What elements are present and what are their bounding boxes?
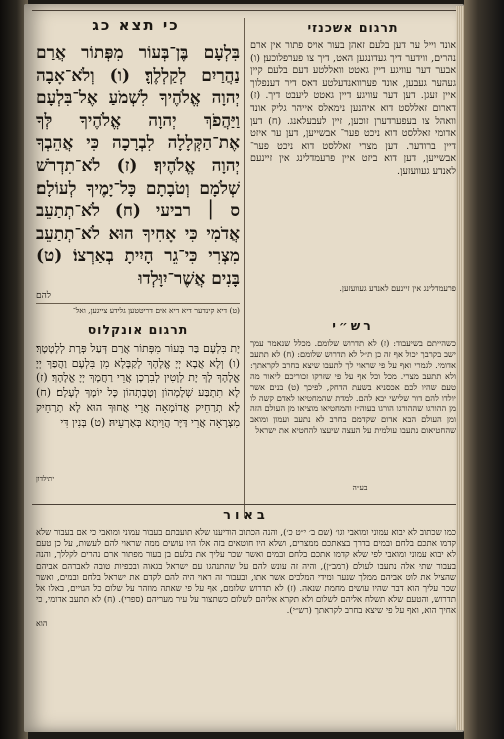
ashkenazi-text: אונד וייל ער דען בלעם זאהן בעור אויס פתור אין ארם נהרים, ווידער דיך געדונגען האט, דיך צו פערפלוכען׃ (ו) אבער דער עוויגע דיין גאטט וואללטע דעם בלעם קיין געהער געבען, אונד פערוואנדעלטע דאס דיר דענפלוך איין זעגן. דען דער עוויגע דיין גאטט ליעבט דיך. (ז) דארום זאללסט דוא איהנען נימאלס אייהר גליק אונד וואהל צו בעפערדערן זוכען, זיין לעבעלאנג. (ח) דען אדומי זאללסט דוא ניכט פער־ אבשייען, דען ער איזט דיין ברודער. דען מצרי זאללסט דוא ניכט פער־ אבשייען, דען דוא ביזט איין פרעמדלינג אין זיינעם לאנדע געוועזען. <box>250 40 456 177</box>
running-head: כי תצא כג <box>92 16 180 34</box>
rashi-closing: בע״ה <box>352 483 368 492</box>
main-text-block <box>36 42 240 301</box>
page-edges <box>456 6 464 730</box>
onkelos-title: תרגום אונקלוס <box>87 322 189 337</box>
main-catchword: להם <box>36 290 52 301</box>
ashkenazi-foot-line: פרעמדלינג אין זיינעם לאנדע געוועזען. <box>339 284 456 293</box>
biur-block <box>36 528 456 629</box>
biur-text: כמו שכתוב לא יבוא עמוני ומואבי וגו׳ (שם ב׳ י״ט כ׳), והנה הכתוב הודיענו שלא תועבתם בעבור עמוני ומואבי כי אם בעבור שלא קדמו אתכם בלחם ובמים בדרך בצאתכם ממצרים, ושלא היו חוטאים בזה אלו היו עושים ממה שראוי להם לעשות, על כן טעם לא יבוא עמוני ומואבי לפי שלא קדמו אתכם בלחם ובמים ואשר שכר עליך את בלעם בן בעור מפתור ארם נהרים לקללך, והנה בעבור שתי אלה נתעבו לעולם (רמב״ן), והיה זה עונש להם על שהתנהגו עם ישראל בגאוה ובכפיות טובה לאברהם אביהם שהציל את לוט אביהם ממלך שנער ומידי המלכים אשר אתו, ובעבור זה ראוי היה להם לקדם את ישראל בלחם ובמים, ואשר שכר עליך הוא דבר שהיו עושים מחמת שנאה. (ז) לא תדרוש שלומם, אף על פי שאתה מוזהר על שלום כל הגויים, באלו אל תדרוש, והטעם שלא תשלח אליהם לשלום ולא תקרא אליהם לשלום כשתצור על עיר מעריהם (ספרי). (ח) לא תתעב אדומי, כי אחיך הוא, ואף על פי שיצא בחרב לקראתך (רש״י). <box>36 528 456 617</box>
biur-catchword: הוא <box>36 618 48 628</box>
header-rule <box>32 10 456 11</box>
rashi-text: כשהייתם בשיעבוד: (ז) לא תדרוש שלומם. מכלל שנאמר עמך ישב בקרבך יכול אף זה כן ת״ל לא תדרוש שלומם: (ח) לא תתעב אדומי. לגמרי ואף על פי שראוי לך לתעבו שיצא בחרב לקראתך: ולא תתעב מצרי. מכל וכל אף על פי שזרקו זכוריכם ליאור מה טעם שהיו לכם אכסניא בשעת הדחק, לפיכך (ט) בנים אשר יולדו להם דור שלישי יבא להם. למדת שהמחטיאו לאדם קשה לו מן ההורגו שההורגו הורגו בעוה״ז והמחטיאו מוציאו מן העולם הזה ומן העולם הבא אדום שקדמם בחרב לא נתעב ועמון ומואב שהחטיאום נתעבו עולמית על העצה שיעצו להחטיא את ישראל <box>250 338 456 436</box>
rashi-title: רש״י <box>332 318 374 333</box>
main-verse-text: בִּלְעָם בֶּן־בְּעוֹר מִפְּתוֹר אֲרַם נַהֲרַיִם לְקַלְלֶךָּ׃ (ו) וְלֹא־אָבָה יְהוָה אֱלֹהֶיךָ לִשְׁמֹעַ אֶל־בִּלְעָם וַיַּהֲפֹךְ יְהוָה אֱלֹהֶיךָ לְּךָ אֶת־הַקְּלָלָה לִבְרָכָה כִּי אֲהֵבְךָ יְהוָה אֱלֹהֶיךָ׃ (ז) לֹא־תִדְרֹשׁ שְׁלֹמָם וְטֹבָתָם כָּל־יָמֶיךָ לְעוֹלָם׃ ס ׀ רביעי (ח) לֹא־תְתַעֵב אֲדֹמִי כִּי אָחִיךָ הוּא לֹא־תְתַעֵב מִצְרִי כִּי־גֵר הָיִיתָ בְאַרְצוֹ׃ (ט) בָּנִים אֲשֶׁר־יִוָּלְדוּ <box>36 43 240 289</box>
ashkenazi-title: תרגום אשכנזי <box>307 20 399 35</box>
biur-rule <box>32 504 456 505</box>
biur-title: באור <box>223 508 269 523</box>
main-footnote: (ט) דיא קינדער דיא דיא אים דריטטען גלידע צייגען, ואל־ <box>36 303 240 316</box>
onkelos-catchword: יתילדון <box>36 475 55 483</box>
onkelos-block <box>36 342 240 430</box>
ashkenazi-block <box>250 40 456 179</box>
book-edge-shadow <box>464 0 504 739</box>
rashi-block <box>250 338 456 436</box>
column-divider <box>244 18 245 518</box>
onkelos-text: יָת בִּלְעָם בַּר בְּעוֹר מִפְּתוֹר אֲרַם דְּעַל פְּרָת לְלָטָטָךְ׃ (ו) וְלָא אֲבָא יְיָ אֱלָהָךְ לְקַבָּלָא מִן בִּלְעָם וַהֲפַךְ יְיָ אֱלָהָךְ לָךְ יָת לְוָטִין לְבִרְכָן אֲרֵי רַחֲמָךְ יְיָ אֱלָהָךְ׃ (ז) לָא תִתְבַּע שְׁלָמְהוֹן וְטָבְתְהוֹן כָּל יוֹמָךְ לְעָלָם׃ (ח) לָא תְרַחֵיק אֲדוֹמָאָה אֲרֵי אֲחוּךְ הוּא לָא תְרַחֵיק מִצְרָאָה אֲרֵי דַּיָּר הֲוֵיתָא בְּאַרְעֵיהּ׃ (ט) בְּנִין דִּי <box>36 342 240 429</box>
